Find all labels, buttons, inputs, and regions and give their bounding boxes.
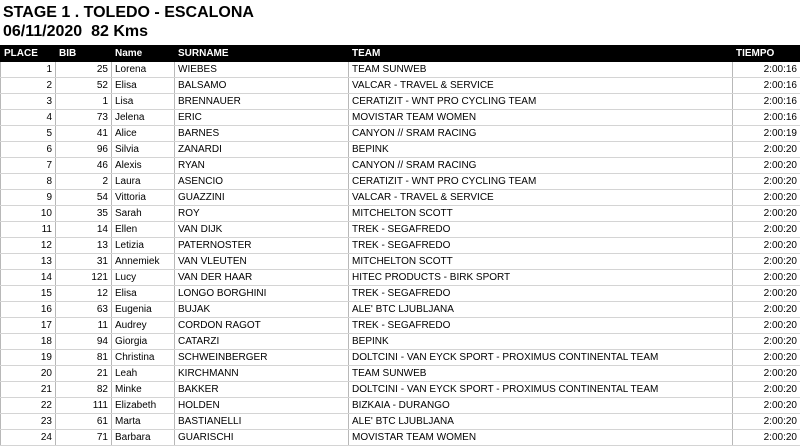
cell-time: 2:00:19 [733,126,800,142]
table-row [1,254,800,270]
cell-place: 10 [1,206,56,222]
cell-team: BEPINK [349,334,733,350]
cell-time: 2:00:20 [733,302,800,318]
cell-surname: ZANARDI [175,142,349,158]
table-row [1,142,800,158]
cell-surname: GUARISCHI [175,430,349,446]
table-row [1,110,800,126]
cell-name: Lisa [112,94,175,110]
cell-place: 9 [1,190,56,206]
cell-time: 2:00:20 [733,190,800,206]
cell-time: 2:00:20 [733,270,800,286]
cell-surname: ROY [175,206,349,222]
results-table [0,45,800,446]
cell-bib: 14 [56,222,112,238]
cell-bib: 25 [56,62,112,78]
cell-team: DOLTCINI - VAN EYCK SPORT - PROXIMUS CONTINENTAL TEAM [349,350,733,366]
cell-time: 2:00:20 [733,382,800,398]
cell-place: 23 [1,414,56,430]
cell-time: 2:00:16 [733,62,800,78]
cell-time: 2:00:20 [733,174,800,190]
cell-bib: 81 [56,350,112,366]
cell-bib: 61 [56,414,112,430]
cell-surname: BARNES [175,126,349,142]
cell-team: BIZKAIA - DURANGO [349,398,733,414]
column-header-name: Name [112,46,175,62]
cell-name: Annemiek [112,254,175,270]
cell-bib: 96 [56,142,112,158]
cell-name: Vittoria [112,190,175,206]
cell-time: 2:00:20 [733,222,800,238]
cell-name: Alexis [112,158,175,174]
cell-place: 11 [1,222,56,238]
cell-bib: 52 [56,78,112,94]
cell-team: BEPINK [349,142,733,158]
cell-team: ALE' BTC LJUBLJANA [349,414,733,430]
cell-surname: ASENCIO [175,174,349,190]
cell-team: TREK - SEGAFREDO [349,238,733,254]
cell-team: HITEC PRODUCTS - BIRK SPORT [349,270,733,286]
cell-name: Giorgia [112,334,175,350]
cell-team: MITCHELTON SCOTT [349,254,733,270]
cell-team: ALE' BTC LJUBLJANA [349,302,733,318]
cell-surname: RYAN [175,158,349,174]
cell-name: Jelena [112,110,175,126]
column-header-team: TEAM [349,46,733,62]
cell-name: Silvia [112,142,175,158]
cell-place: 5 [1,126,56,142]
cell-bib: 13 [56,238,112,254]
cell-bib: 41 [56,126,112,142]
cell-surname: VAN DIJK [175,222,349,238]
cell-bib: 12 [56,286,112,302]
cell-time: 2:00:20 [733,366,800,382]
cell-bib: 35 [56,206,112,222]
cell-bib: 31 [56,254,112,270]
cell-bib: 11 [56,318,112,334]
cell-time: 2:00:20 [733,254,800,270]
cell-surname: GUAZZINI [175,190,349,206]
cell-place: 8 [1,174,56,190]
cell-place: 16 [1,302,56,318]
cell-place: 13 [1,254,56,270]
table-row [1,190,800,206]
cell-bib: 73 [56,110,112,126]
cell-bib: 46 [56,158,112,174]
cell-team: CERATIZIT - WNT PRO CYCLING TEAM [349,174,733,190]
cell-surname: BALSAMO [175,78,349,94]
table-row [1,334,800,350]
column-header-time: TIEMPO [733,46,800,62]
cell-name: Eugenia [112,302,175,318]
results-body [1,62,800,446]
cell-surname: CORDON RAGOT [175,318,349,334]
cell-surname: SCHWEINBERGER [175,350,349,366]
table-row [1,286,800,302]
cell-surname: ERIC [175,110,349,126]
cell-time: 2:00:20 [733,334,800,350]
cell-name: Ellen [112,222,175,238]
cell-team: TREK - SEGAFREDO [349,222,733,238]
cell-time: 2:00:20 [733,286,800,302]
cell-surname: HOLDEN [175,398,349,414]
cell-name: Christina [112,350,175,366]
cell-name: Minke [112,382,175,398]
cell-bib: 2 [56,174,112,190]
cell-surname: VAN VLEUTEN [175,254,349,270]
cell-name: Lucy [112,270,175,286]
cell-time: 2:00:20 [733,414,800,430]
cell-place: 19 [1,350,56,366]
table-row [1,302,800,318]
table-row [1,78,800,94]
cell-name: Audrey [112,318,175,334]
table-row [1,94,800,110]
cell-surname: PATERNOSTER [175,238,349,254]
table-row [1,158,800,174]
cell-name: Barbara [112,430,175,446]
table-row [1,382,800,398]
cell-time: 2:00:16 [733,110,800,126]
cell-surname: WIEBES [175,62,349,78]
cell-place: 18 [1,334,56,350]
cell-time: 2:00:20 [733,142,800,158]
cell-place: 12 [1,238,56,254]
cell-name: Elisa [112,286,175,302]
cell-team: CANYON // SRAM RACING [349,158,733,174]
cell-team: MOVISTAR TEAM WOMEN [349,110,733,126]
table-row [1,366,800,382]
cell-name: Alice [112,126,175,142]
table-row [1,206,800,222]
cell-place: 4 [1,110,56,126]
table-row [1,62,800,78]
cell-surname: VAN DER HAAR [175,270,349,286]
cell-surname: BUJAK [175,302,349,318]
cell-bib: 82 [56,382,112,398]
table-row [1,398,800,414]
cell-name: Laura [112,174,175,190]
cell-name: Elisa [112,78,175,94]
table-header-row [1,46,800,62]
cell-bib: 71 [56,430,112,446]
cell-bib: 121 [56,270,112,286]
cell-surname: LONGO BORGHINI [175,286,349,302]
cell-place: 22 [1,398,56,414]
date-distance: 06/11/2020 82 Kms [3,22,254,41]
document-header [3,3,254,41]
cell-place: 14 [1,270,56,286]
cell-name: Marta [112,414,175,430]
cell-team: DOLTCINI - VAN EYCK SPORT - PROXIMUS CONTINENTAL TEAM [349,382,733,398]
stage-title: STAGE 1 . TOLEDO - ESCALONA [3,3,254,22]
cell-place: 2 [1,78,56,94]
cell-bib: 63 [56,302,112,318]
cell-time: 2:00:20 [733,398,800,414]
table-row [1,270,800,286]
cell-time: 2:00:20 [733,238,800,254]
table-row [1,430,800,446]
cell-place: 24 [1,430,56,446]
table-row [1,174,800,190]
table-row [1,238,800,254]
cell-name: Elizabeth [112,398,175,414]
cell-time: 2:00:20 [733,158,800,174]
cell-time: 2:00:16 [733,78,800,94]
cell-team: TEAM SUNWEB [349,62,733,78]
cell-surname: BAKKER [175,382,349,398]
cell-team: VALCAR - TRAVEL & SERVICE [349,190,733,206]
cell-team: VALCAR - TRAVEL & SERVICE [349,78,733,94]
cell-name: Leah [112,366,175,382]
cell-place: 1 [1,62,56,78]
cell-bib: 1 [56,94,112,110]
cell-name: Sarah [112,206,175,222]
cell-time: 2:00:16 [733,94,800,110]
cell-team: MITCHELTON SCOTT [349,206,733,222]
cell-time: 2:00:20 [733,318,800,334]
cell-place: 6 [1,142,56,158]
cell-team: TREK - SEGAFREDO [349,286,733,302]
column-header-bib: BIB [56,46,112,62]
cell-bib: 94 [56,334,112,350]
column-header-place: PLACE [1,46,56,62]
table-row [1,222,800,238]
table-row [1,126,800,142]
table-row [1,318,800,334]
cell-place: 7 [1,158,56,174]
cell-place: 17 [1,318,56,334]
table-row [1,350,800,366]
cell-place: 20 [1,366,56,382]
cell-bib: 54 [56,190,112,206]
cell-surname: BRENNAUER [175,94,349,110]
cell-surname: CATARZI [175,334,349,350]
column-header-surname: SURNAME [175,46,349,62]
cell-team: TEAM SUNWEB [349,366,733,382]
cell-time: 2:00:20 [733,430,800,446]
cell-time: 2:00:20 [733,350,800,366]
cell-bib: 111 [56,398,112,414]
cell-surname: KIRCHMANN [175,366,349,382]
cell-name: Lorena [112,62,175,78]
cell-team: TREK - SEGAFREDO [349,318,733,334]
cell-surname: BASTIANELLI [175,414,349,430]
cell-team: MOVISTAR TEAM WOMEN [349,430,733,446]
cell-place: 3 [1,94,56,110]
cell-bib: 21 [56,366,112,382]
cell-team: CANYON // SRAM RACING [349,126,733,142]
cell-place: 21 [1,382,56,398]
cell-place: 15 [1,286,56,302]
cell-name: Letizia [112,238,175,254]
cell-team: CERATIZIT - WNT PRO CYCLING TEAM [349,94,733,110]
cell-time: 2:00:20 [733,206,800,222]
